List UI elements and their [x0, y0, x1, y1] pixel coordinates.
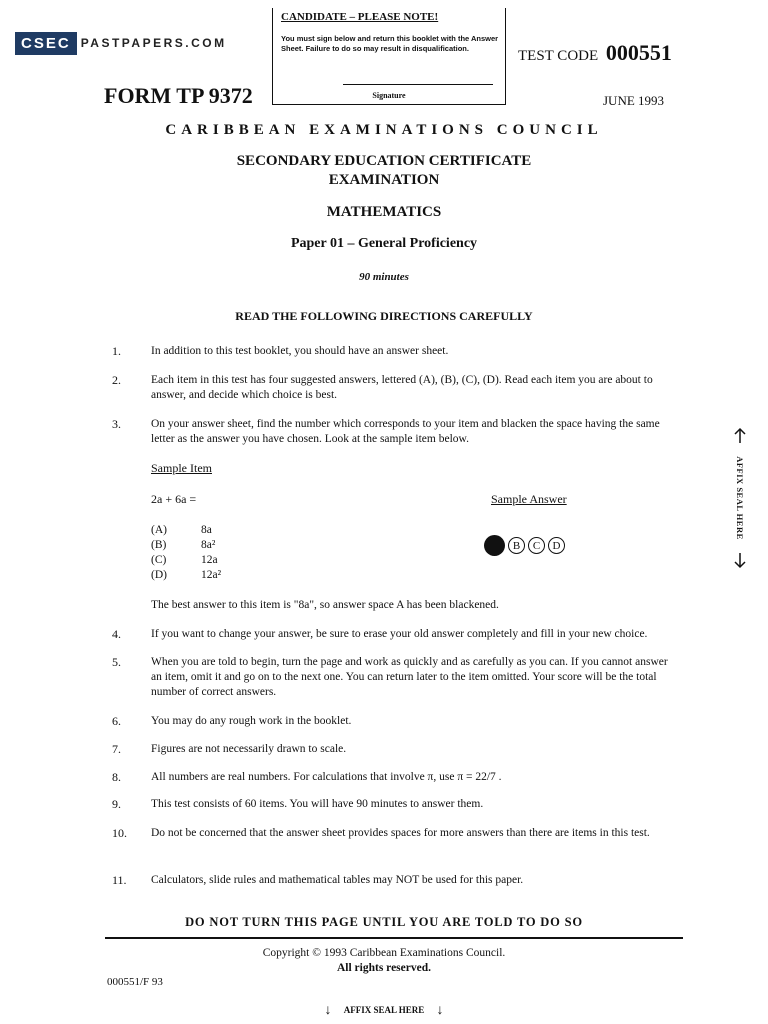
test-code	[518, 40, 672, 66]
sample-option-b	[151, 538, 221, 553]
form-number: FORM TP 9372	[104, 83, 253, 108]
option-label: (A)	[151, 524, 167, 536]
sample-option-a	[151, 523, 221, 538]
affix-seal-bottom	[0, 1003, 768, 1019]
paper-title: Paper 01 – General Proficiency	[290, 236, 478, 251]
sample-option-d	[151, 568, 221, 583]
rights-line: All rights reserved.	[336, 962, 431, 974]
certificate-line-2: EXAMINATION	[328, 172, 440, 188]
notice-body: You must sign below and return this booklet with the Answer Sheet. Failure to do so may result in disqualification.	[281, 34, 499, 53]
option-label: (C)	[151, 554, 167, 566]
site-logo	[15, 30, 227, 56]
footer-divider	[105, 937, 683, 939]
paper-code: 000551/F 93	[107, 976, 163, 988]
instruction-number: 4.	[112, 627, 121, 641]
test-code-number: 000551	[605, 40, 672, 65]
test-code-label: TEST CODE	[518, 48, 599, 64]
logo-box: CSEC	[15, 32, 77, 55]
instruction-number: 6.	[112, 714, 121, 728]
best-answer-note: The best answer to this item is "8a", so answer space A has been blackened.	[151, 599, 499, 611]
bubble-c: C	[528, 537, 545, 554]
bubble-b: B	[508, 537, 525, 554]
instruction-number: 5.	[112, 655, 121, 669]
instruction-text: In addition to this test booklet, you should have an answer sheet.	[151, 345, 449, 357]
certificate-title	[0, 152, 768, 190]
instruction-text: Each item in this test has four suggested answers, lettered (A), (B), (C), (D). Read each item you are about to answer, and decide which choice is best.	[151, 374, 653, 401]
do-not-turn-warning: DO NOT TURN THIS PAGE UNTIL YOU ARE TOLD TO DO SO	[185, 915, 583, 929]
copyright-line: Copyright © 1993 Caribbean Examinations Council.	[262, 947, 506, 959]
instruction-text: All numbers are real numbers. For calculations that involve π, use π = 22/7 .	[151, 771, 502, 783]
option-label: (B)	[151, 539, 167, 551]
bubble-d: D	[548, 537, 565, 554]
option-value: 12a	[201, 554, 218, 566]
affix-seal-bottom-label: AFFIX SEAL HERE	[343, 1005, 425, 1016]
sample-option-c	[151, 553, 221, 568]
option-value: 12a²	[201, 569, 222, 581]
affix-seal-side-label: AFFIX SEAL HERE	[735, 456, 745, 540]
instruction-text: You may do any rough work in the booklet.	[151, 715, 352, 727]
certificate-line-1: SECONDARY EDUCATION CERTIFICATE	[236, 153, 532, 169]
affix-seal-side	[729, 425, 751, 571]
option-label: (D)	[151, 569, 167, 581]
instruction-text: This test consists of 60 items. You will have 90 minutes to answer them.	[151, 798, 484, 810]
arrow-down-icon: ↓	[324, 1003, 332, 1018]
instruction-number: 10.	[112, 826, 127, 840]
copyright	[0, 946, 768, 976]
sample-expression: 2a + 6a =	[151, 492, 197, 506]
bubble-a-filled	[484, 535, 505, 556]
duration: 90 minutes	[359, 271, 409, 283]
sample-options	[151, 523, 221, 583]
instruction-number: 9.	[112, 797, 121, 811]
sample-answer-heading: Sample Answer	[491, 492, 567, 506]
council-name: CARIBBEAN EXAMINATIONS COUNCIL	[165, 122, 603, 138]
instruction-text: Figures are not necessarily drawn to scale.	[151, 743, 347, 755]
logo-text: PASTPAPERS.COM	[80, 36, 227, 50]
directions-heading: READ THE FOLLOWING DIRECTIONS CAREFULLY	[235, 309, 533, 323]
instruction-number: 2.	[112, 373, 121, 387]
option-value: 8a²	[201, 539, 216, 551]
instruction-number: 1.	[112, 344, 121, 358]
sample-answer-bubbles	[484, 535, 565, 556]
arrow-down-icon: ↓	[436, 1003, 444, 1018]
instruction-number: 8.	[112, 770, 121, 784]
instruction-text: Calculators, slide rules and mathematical tables may NOT be used for this paper.	[151, 874, 524, 886]
instruction-number: 3.	[112, 417, 121, 431]
signature-line	[343, 84, 493, 85]
exam-date: JUNE 1993	[603, 93, 665, 108]
subject-title: MATHEMATICS	[326, 204, 442, 220]
instruction-text: Do not be concerned that the answer sheet provides spaces for more answers than there are items in this test.	[151, 827, 650, 839]
option-value: 8a	[201, 524, 212, 536]
notice-title: CANDIDATE – PLEASE NOTE!	[281, 11, 439, 23]
instruction-number: 11.	[112, 873, 127, 887]
instruction-text: When you are told to begin, turn the page and work as quickly and as carefully as you can. If you cannot answer an item, omit it and go on to the next one. You can return later to the item omitted. Your score will be the total number of correct answers.	[151, 656, 668, 698]
sample-item-heading: Sample Item	[151, 461, 212, 475]
instruction-number: 7.	[112, 742, 121, 756]
instruction-text: On your answer sheet, find the number which corresponds to your item and blacken the space having the same letter as the answer you have chosen. Look at the sample item below.	[151, 418, 660, 445]
instruction-text: If you want to change your answer, be sure to erase your old answer completely and fill in your new choice.	[151, 628, 648, 640]
candidate-notice-box	[272, 8, 506, 105]
signature-label: Signature	[372, 91, 406, 100]
